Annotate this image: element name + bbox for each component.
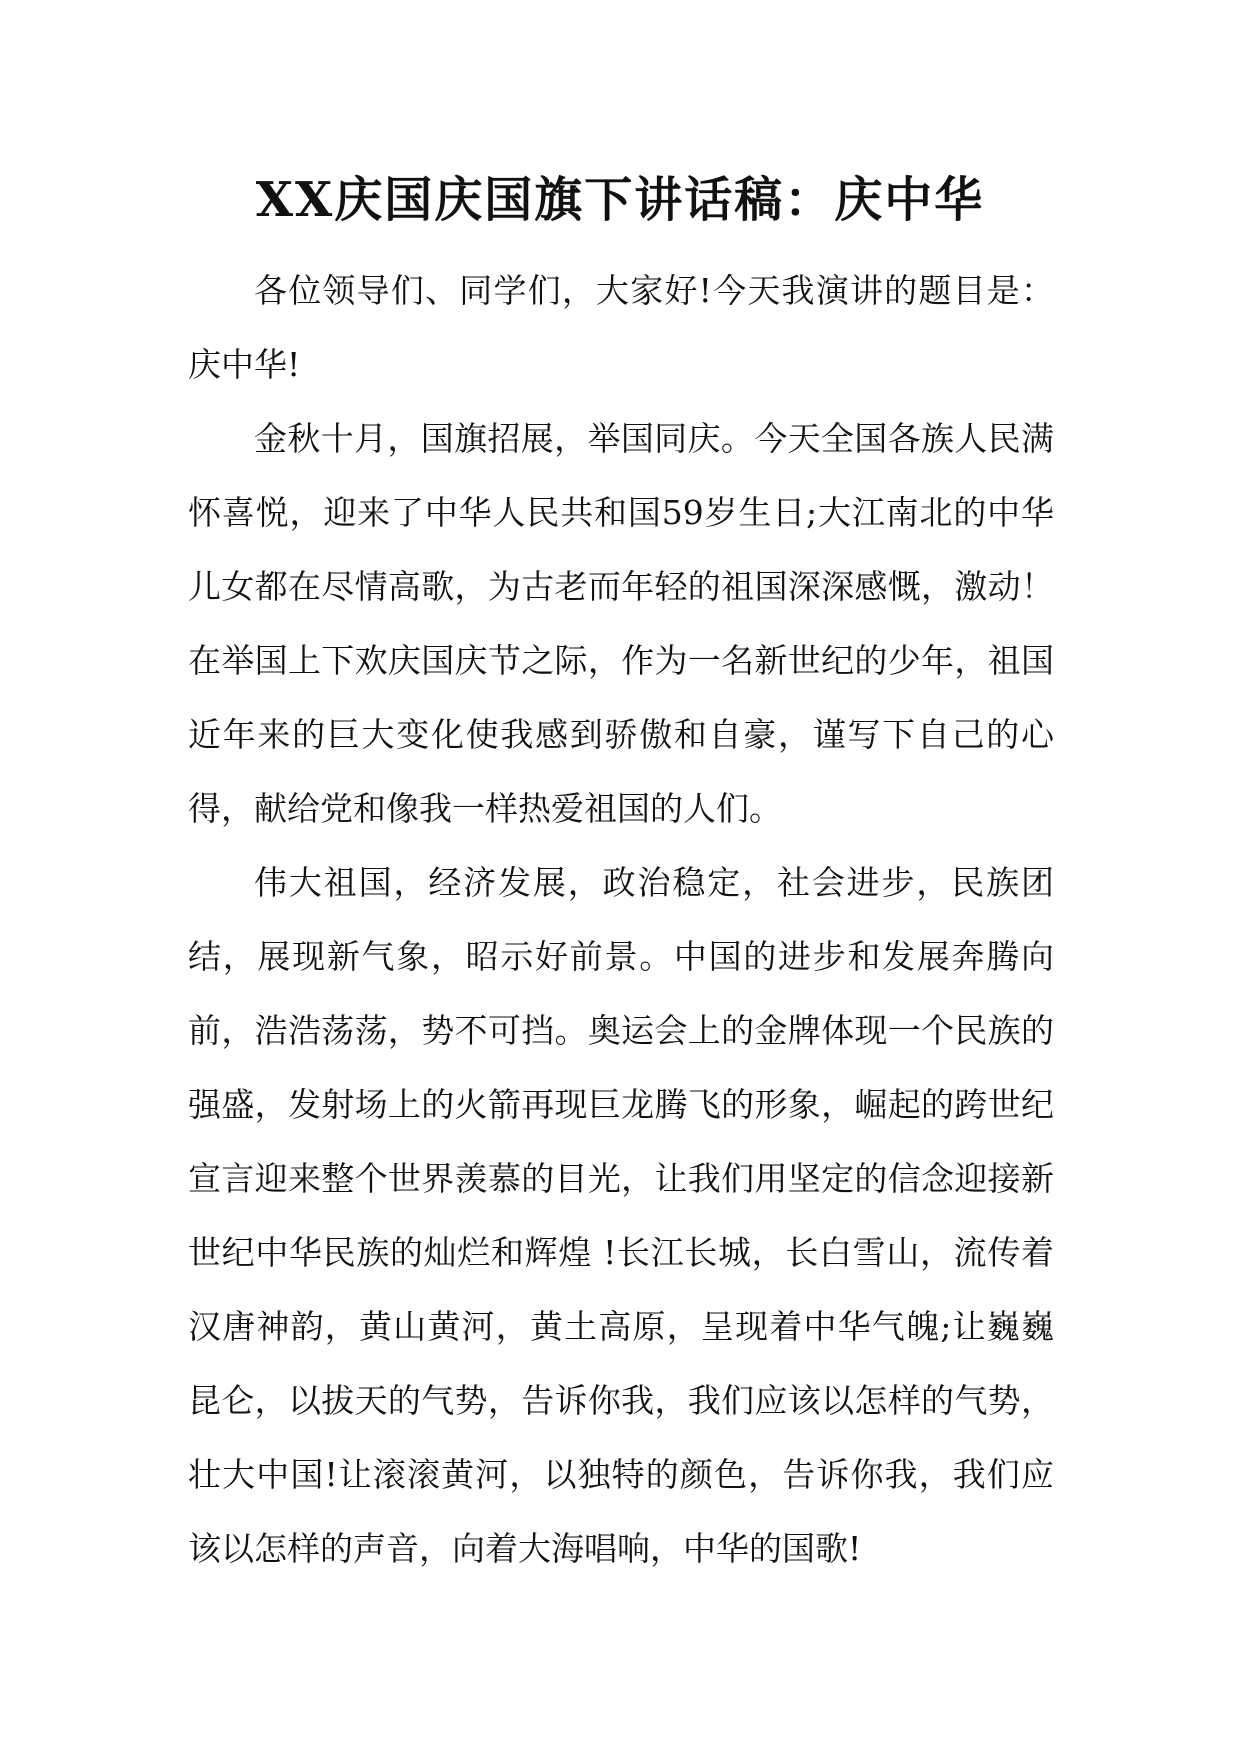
page-title: XX庆国庆国旗下讲话稿：庆中华 bbox=[255, 172, 985, 228]
paragraph-great-motherland: 伟大祖国，经济发展，政治稳定，社会进步，民族团结，展现新气象，昭示好前景。中国的进步和发展奔腾向前，浩浩荡荡，势不可挡。奥运会上的金牌体现一个民族的强盛，发射场上的火箭再现巨龙腾飞的形象，崛起的跨世纪宣言迎来整个世界羡慕的目光，让我们用坚定的信念迎接新世纪中华民族的灿烂和辉煌 !长江长城，长白雪山，流传着汉唐神韵，黄山黄河，黄土高原，呈现着中华气魄;让巍巍昆仑，以拔天的气势，告诉你我，我们应该以怎样的气势，壮大中国!让滚滚黄河，以独特的颜色，告诉你我，我们应该以怎样的声音，向着大海唱响，中华的国歌! bbox=[188, 863, 1054, 1568]
paragraph-greeting: 各位领导们、同学们，大家好!今天我演讲的题目是：庆中华! bbox=[188, 271, 1054, 384]
paragraph-national-day: 金秋十月，国旗招展，举国同庆。今天全国各族人民满怀喜悦，迎来了中华人民共和国59岁生日;大江南北的中华儿女都在尽情高歌，为古老而年轻的祖国深深感慨，激动！在举国上下欢庆国庆节之际，作为一名新世纪的少年，祖国近年来的巨大变化使我感到骄傲和自豪，谨写下自己的心得，献给党和像我一样热爱祖国的人们。 bbox=[188, 419, 1054, 828]
document-body bbox=[188, 254, 1054, 1586]
